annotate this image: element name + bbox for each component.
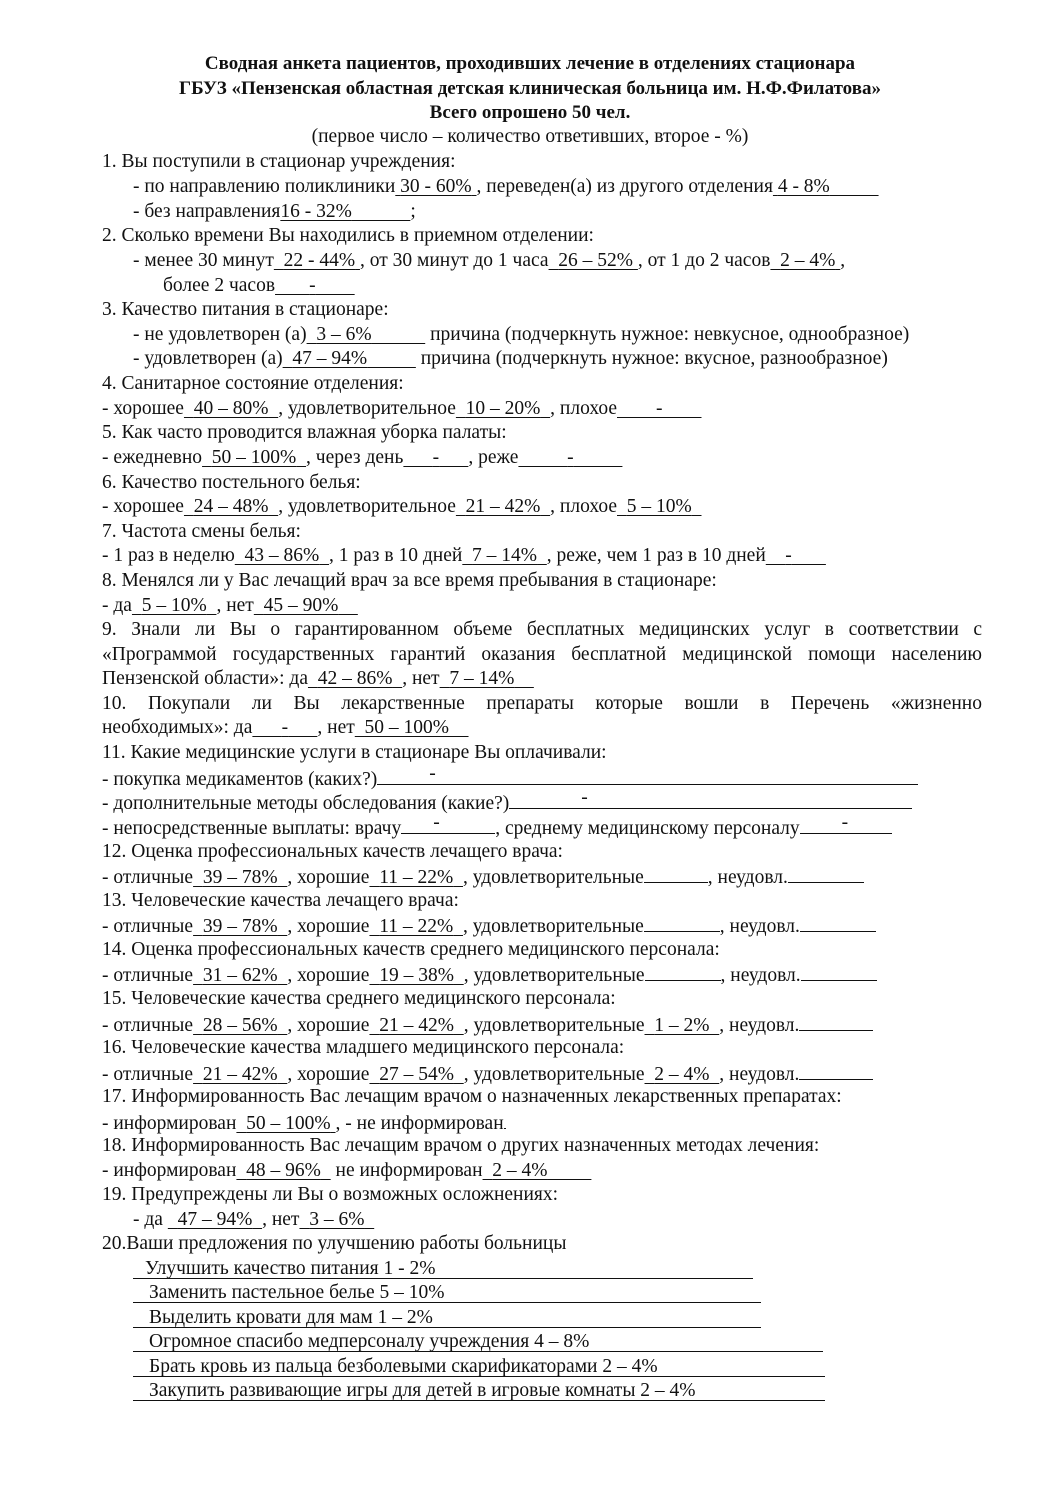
q2-a4: более 2 часов (163, 275, 276, 296)
q13-blank1 (644, 913, 720, 932)
q5-v1: 50 – 100% (211, 447, 297, 468)
q7-row1: - 1 раз в неделю 43 – 86% , 1 раз в 10 дней 7 – 14% , реже, чем 1 раз в 10 дней - (102, 544, 826, 568)
q16-question: 16. Человеческие качества младшего медицинского персонала: (102, 1037, 625, 1058)
q11-row1: - покупка медикаментов (каких?) - (102, 766, 918, 792)
q2-a2: , от 30 минут до 1 часа (359, 250, 549, 271)
q3-r2: причина (подчеркнуть нужное: вкусное, разнообразное) (420, 348, 888, 369)
q15-question: 15. Человеческие качества среднего медицинского персонала: (102, 988, 616, 1009)
q8-v2: 45 – 90% (263, 595, 339, 616)
q4-v1: 40 – 80% (193, 398, 269, 419)
doc-title-line1: Сводная анкета пациентов, проходивших лечение в отделениях стационара (204, 53, 856, 74)
q19-v1: 47 – 94% (177, 1209, 253, 1230)
q6-question: 6. Качество постельного белья: (102, 472, 361, 493)
q16-blank2 (799, 1061, 873, 1080)
q9-v2: 7 – 14% (449, 668, 515, 689)
q3-row1 (133, 323, 909, 347)
q8-question: 8. Менялся ли у Вас лечащий врач за все время пребывания в стационаре: (102, 570, 717, 591)
q3-r1: причина (подчеркнуть нужное: невкусное, однообразное) (430, 324, 910, 345)
q9-v1: 42 – 86% (317, 668, 393, 689)
q13-row1: - отличные 39 – 78% , хорошие 11 – 22% , удовлетворительные , неудовл. (102, 913, 876, 939)
q4-v2: 10 – 20% (465, 398, 541, 419)
q8-row1: - да 5 – 10% , нет 45 – 90% (102, 594, 358, 618)
q14-v1: 31 – 62% (202, 965, 278, 986)
q13-v2: 11 – 22% (379, 916, 454, 937)
q19-v2: 3 – 6% (309, 1209, 365, 1230)
q20-suggestion-2: Заменить пастельное белье 5 – 10% (133, 1281, 761, 1303)
q14-blank2 (801, 962, 877, 981)
q1-question: 1. Вы поступили в стационар учреждения: (102, 151, 456, 172)
q15-blank2 (799, 1012, 873, 1031)
q12-v1: 39 – 78% (202, 867, 278, 888)
q18-v2: 2 – 4% (492, 1160, 548, 1181)
q1-row2: - без направления16 - 32% ; (133, 201, 416, 222)
q15-v3: 1 – 2% (654, 1015, 710, 1036)
q18-question: 18. Информированность Вас лечащим врачом о других назначенных методах лечения: (102, 1135, 820, 1156)
q2-a3: , от 1 до 2 часов (637, 250, 771, 271)
q13-v1: 39 – 78% (202, 916, 278, 937)
q5-v3: - (567, 447, 574, 468)
q20-suggestion-5: Брать кровь из пальца безболевыми скарификаторами 2 – 4% (133, 1355, 825, 1377)
q4-v3: - (656, 398, 663, 419)
q1-a2: , переведен(а) из другого отделения (476, 176, 773, 197)
q12-v2: 11 – 22% (379, 867, 454, 888)
q14-blank1 (645, 962, 721, 981)
q18-row1: - информирован 48 – 96% не информирован 2 – 4% (102, 1159, 591, 1183)
q7-v3: - (785, 545, 792, 566)
q13-blank2 (800, 913, 876, 932)
q2-v4: - (309, 275, 316, 296)
q12-blank2 (788, 864, 864, 883)
q2-question: 2. Сколько времени Вы находились в приемном отделении: (102, 225, 594, 246)
q2-row2 (163, 274, 355, 298)
doc-title-line3: Всего опрошено 50 чел. (429, 102, 631, 123)
q20-suggestion-1: Улучшить качество питания 1 - 2% (133, 1257, 753, 1279)
q10-line1: 10. Покупали ли Вы лекарственные препараты которые вошли в Перечень «жизненно (102, 693, 982, 714)
q7-v1: 43 – 86% (244, 545, 320, 566)
q17-blank (504, 1110, 506, 1129)
q10-v2: 50 – 100% (364, 717, 450, 738)
q3-a2: - удовлетворен (а) (133, 348, 283, 369)
q3-v1: 3 – 6% (316, 324, 372, 345)
q3-row2 (133, 347, 888, 371)
q6-v1: 24 – 48% (193, 496, 269, 517)
q1-v1: 30 - 60% (400, 176, 472, 197)
q20-suggestion-3: Выделить кровати для мам 1 – 2% (133, 1306, 761, 1328)
q11-v4: - (800, 815, 892, 834)
q13-question: 13. Человеческие качества лечащего врача: (102, 890, 459, 911)
q9-line2: «Программой государственных гарантий оказания бесплатной медицинской помощи населению (102, 644, 982, 665)
q4-row1: - хорошее 40 – 80% , удовлетворительное 10 – 20% , плохое - (102, 397, 702, 421)
q11-row2: - дополнительные методы обследования (какие?) - (102, 790, 912, 816)
q17-row1: - информирован 50 – 100% , - не информирован (102, 1110, 506, 1136)
q2-row1: - менее 30 минут 22 - 44% , от 30 минут до 1 часа 26 – 52% , от 1 до 2 часов 2 – 4% , (133, 250, 846, 271)
q7-question: 7. Частота смены белья: (102, 521, 301, 542)
q1-row1 (133, 175, 879, 199)
q5-question: 5. Как часто проводится влажная уборка палаты: (102, 422, 507, 443)
q20-question: 20.Ваши предложения по улучшению работы больницы (102, 1233, 567, 1254)
q16-v2: 27 – 54% (379, 1064, 454, 1085)
q6-v3: 5 – 10% (626, 496, 692, 517)
q1-a1: - по направлению поликлиники (133, 176, 396, 197)
q14-row1: - отличные 31 – 62% , хорошие 19 – 38% , удовлетворительные , неудовл. (102, 962, 877, 988)
q11-row3: - непосредственные выплаты: врачу - , среднему медицинскому персоналу - (102, 815, 892, 841)
q10-v1: - (281, 717, 289, 738)
q20-suggestion-6: Закупить развивающие игры для детей в игровые комнаты 2 – 4% (133, 1379, 825, 1401)
q4-question: 4. Санитарное состояние отделения: (102, 373, 404, 394)
q15-v2: 21 – 42% (379, 1015, 454, 1036)
q20-suggestion-4: Огромное спасибо медперсоналу учреждения 4 – 8% (133, 1330, 823, 1352)
q18-v1: 48 – 96% (246, 1160, 321, 1181)
q1-v3: 16 - 32% (280, 201, 352, 222)
q19-question: 19. Предупреждены ли Вы о возможных осложнениях: (102, 1184, 559, 1205)
q1-v2: 4 - 8% (777, 176, 830, 197)
q11-v3: - (401, 815, 495, 834)
doc-note: (первое число – количество ответивших, второе - %) (311, 126, 749, 147)
q16-row1: - отличные 21 – 42% , хорошие 27 – 54% , удовлетворительные 2 – 4% , неудовл. (102, 1061, 873, 1087)
q9-row1: Пензенской области»: да 42 – 86% , нет 7 – 14% (102, 667, 534, 691)
q17-question: 17. Информированность Вас лечащим врачом о назначенных лекарственных препаратах: (102, 1086, 842, 1107)
q12-question: 12. Оценка профессиональных качеств лечащего врача: (102, 841, 563, 862)
q2-v1: 22 - 44% (283, 250, 356, 271)
q3-question: 3. Качество питания в стационаре: (102, 299, 389, 320)
q16-v1: 21 – 42% (202, 1064, 278, 1085)
q2-v2: 26 – 52% (558, 250, 634, 271)
q11-v1: - (377, 766, 918, 785)
q6-row1: - хорошее 24 – 48% , удовлетворительное 21 – 42% , плохое 5 – 10% (102, 495, 702, 519)
q11-v2: - (509, 790, 912, 809)
q1-a3: - без направления (133, 201, 281, 222)
q15-row1: - отличные 28 – 56% , хорошие 21 – 42% , удовлетворительные 1 – 2% , неудовл. (102, 1012, 873, 1038)
q15-v1: 28 – 56% (202, 1015, 278, 1036)
q14-question: 14. Оценка профессиональных качеств среднего медицинского персонала: (102, 939, 720, 960)
q17-v1: 50 – 100% (246, 1113, 331, 1134)
q19-row1: - да 47 – 94% , нет 3 – 6% (133, 1208, 374, 1232)
q6-v2: 21 – 42% (465, 496, 541, 517)
q11-question: 11. Какие медицинские услуги в стационаре Вы оплачивали: (102, 742, 607, 763)
q14-v2: 19 – 38% (379, 965, 454, 986)
q5-row1: - ежедневно 50 – 100% , через день - , реже - (102, 446, 622, 470)
doc-title-line2: ГБУЗ «Пензенская областная детская клиническая больница им. Н.Ф.Филатова» (179, 78, 881, 99)
q3-v2: 47 – 94% (292, 348, 368, 369)
q2-a1: - менее 30 минут (133, 250, 274, 271)
q3-a1: - не удовлетворен (а) (133, 324, 307, 345)
q5-v2: - (432, 447, 440, 468)
q12-row1: - отличные 39 – 78% , хорошие 11 – 22% , удовлетворительные , неудовл. (102, 864, 864, 890)
q8-v1: 5 – 10% (141, 595, 207, 616)
q9-line1: 9. Знали ли Вы о гарантированном объеме бесплатных медицинских услуг в соответствии с (102, 619, 982, 640)
q7-v2: 7 – 14% (472, 545, 538, 566)
q12-blank1 (644, 864, 708, 883)
q10-row1: необходимых»: да - , нет 50 – 100% (102, 716, 469, 740)
q16-v3: 2 – 4% (654, 1064, 710, 1085)
q2-v3: 2 – 4% (780, 250, 836, 271)
